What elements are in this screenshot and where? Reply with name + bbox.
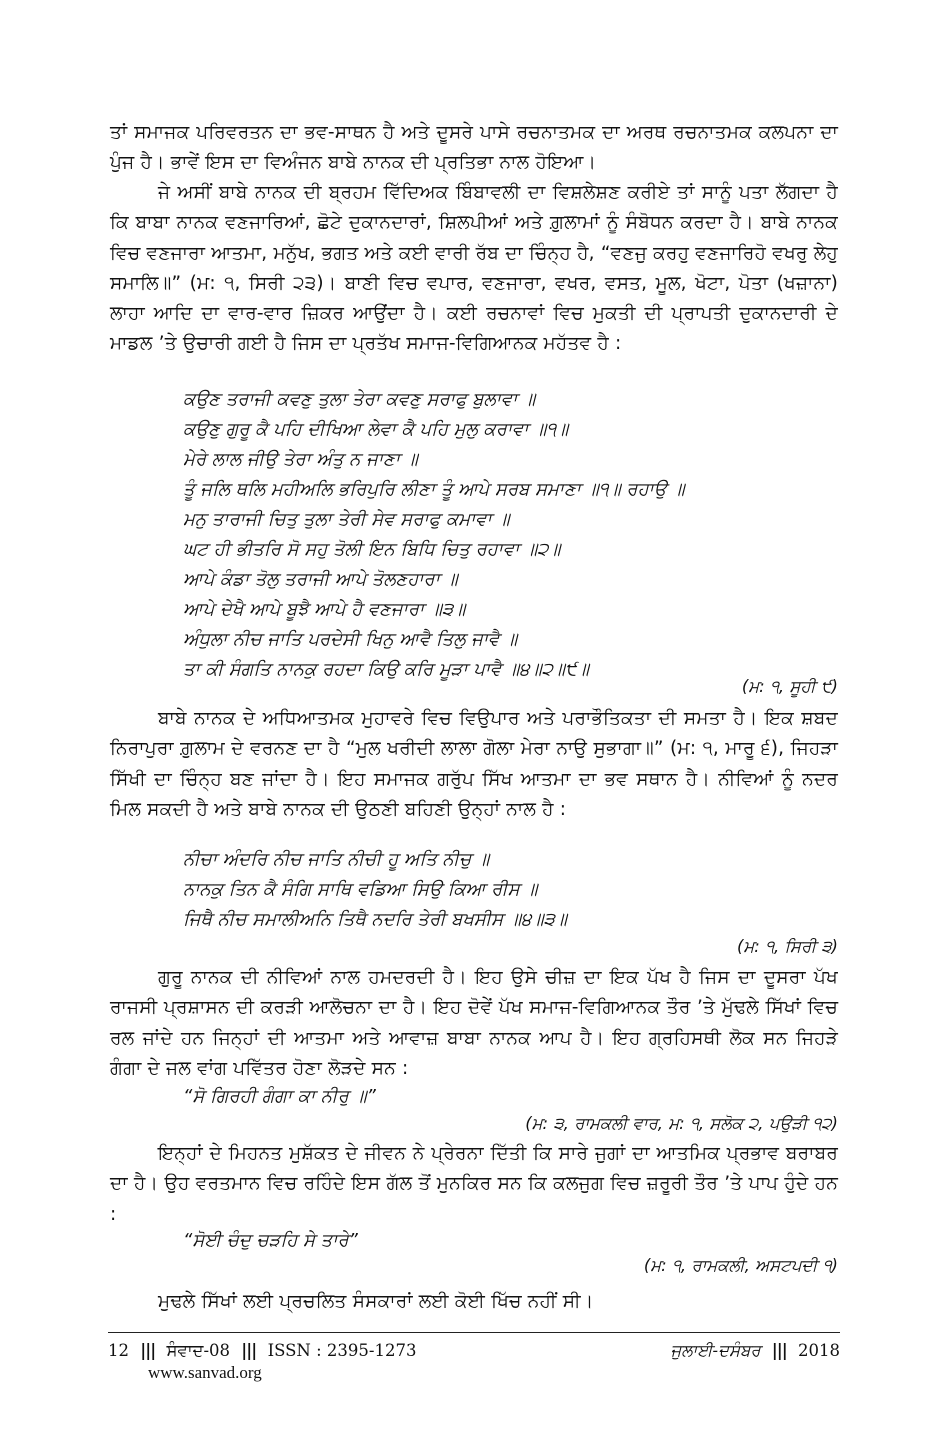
- verse-line: ਨੀਚਾ ਅੰਦਰਿ ਨੀਚ ਜਾਤਿ ਨੀਚੀ ਹੂ ਅਤਿ ਨੀਚੁ ॥: [183, 849, 490, 870]
- quote-3: [183, 1082, 823, 1112]
- page-number: 12: [108, 1341, 129, 1360]
- verse-block-1: [183, 385, 823, 685]
- footer-left: [108, 1341, 416, 1361]
- separator-icon: |||: [241, 1341, 257, 1360]
- issn-label: ISSN : 2395-1273: [267, 1341, 417, 1360]
- verse-line: ਅੰਧੁਲਾ ਨੀਚ ਜਾਤਿ ਪਰਦੇਸੀ ਖਿਨੁ ਆਵੈ ਤਿਲੁ ਜਾਵੈ ॥: [183, 629, 518, 650]
- period-label: ਜੁਲਾਈ-ਦਸੰਬਰ: [670, 1341, 761, 1360]
- verse-line: ਘਟ ਹੀ ਭੀਤਰਿ ਸੋ ਸਹੁ ਤੋਲੀ ਇਨ ਬਿਧਿ ਚਿਤੁ ਰਹਾਵਾ ॥੨॥: [183, 539, 561, 560]
- verse-line: ਆਪੇ ਕੰਡਾ ਤੋਲੁ ਤਰਾਜੀ ਆਪੇ ਤੋਲਣਹਾਰਾ ॥: [183, 569, 458, 590]
- verse-line: ਆਪੇ ਦੇਖੈ ਆਪੇ ਬੂਝੈ ਆਪੇ ਹੈ ਵਣਜਾਰਾ ॥੩॥: [183, 599, 466, 620]
- paragraph-4: ਗੁਰੂ ਨਾਨਕ ਦੀ ਨੀਵਿਆਂ ਨਾਲ ਹਮਦਰਦੀ ਹੈ। ਇਹ ਉਸੇ ਚੀਜ਼ ਦਾ ਇਕ ਪੱਖ ਹੈ ਜਿਸ ਦਾ ਦੂਸਰਾ ਪੱਖ ਰਾਜਸੀ ਪ੍ਰਸ਼ਾਸਨ ਦੀ ਕਰੜੀ ਆਲੋਚਨਾ ਦਾ ਹੈ। ਇਹ ਦੋਵੇਂ ਪੱਖ ਸਮਾਜ-ਵਿਗਿਆਨਕ ਤੌਰ ’ਤੇ ਮੁੱਢਲੇ ਸਿੱਖਾਂ ਵਿਚ ਰਲ ਜਾਂਦੇ ਹਨ ਜਿਨ੍ਹਾਂ ਦੀ ਆਤਮਾ ਅਤੇ ਆਵਾਜ਼ ਬਾਬਾ ਨਾਨਕ ਆਪ ਹੈ। ਇਹ ਗ੍ਰਹਿਸਥੀ ਲੋਕ ਸਨ ਜਿਹੜੇ ਗੰਗਾ ਦੇ ਜਲ ਵਾਂਗ ਪਵਿੱਤਰ ਹੋਣਾ ਲੋੜਦੇ ਸਨ :: [110, 967, 838, 1079]
- issue-label: ਸੰਵਾਦ-08: [166, 1341, 231, 1360]
- citation-4: (ਮ: ੧, ਰਾਮਕਲੀ, ਅਸਟਪਦੀ ੧): [643, 1256, 838, 1275]
- citation-1: (ਮ: ੧, ਸੂਹੀ ੯): [741, 677, 838, 696]
- citation-3: (ਮ: ੩, ਰਾਮਕਲੀ ਵਾਰ, ਮ: ੧, ਸਲੋਕ ੨, ਪਉੜੀ ੧੨): [525, 1114, 838, 1133]
- verse-line: ਤਾ ਕੀ ਸੰਗਤਿ ਨਾਨਕੁ ਰਹਦਾ ਕਿਉ ਕਰਿ ਮੂੜਾ ਪਾਵੈ ॥੪॥੨॥੯॥: [183, 659, 589, 680]
- separator-icon: |||: [771, 1341, 787, 1360]
- verse-line: ਜਿਥੈ ਨੀਚ ਸਮਾਲੀਅਨਿ ਤਿਥੈ ਨਦਰਿ ਤੇਰੀ ਬਖਸੀਸ ॥੪॥੩॥: [183, 909, 567, 930]
- footer-divider: [108, 1332, 840, 1333]
- verse-line: ਕਉਣੁ ਗੁਰੂ ਕੈ ਪਹਿ ਦੀਖਿਆ ਲੇਵਾ ਕੈ ਪਹਿ ਮੁਲੁ ਕਰਾਵਾ ॥੧॥: [183, 419, 569, 440]
- verse-line: ਮਨੁ ਤਾਰਾਜੀ ਚਿਤੁ ਤੁਲਾ ਤੇਰੀ ਸੇਵ ਸਰਾਫੁ ਕਮਾਵਾ ॥: [183, 509, 510, 530]
- year-label: 2018: [798, 1341, 840, 1360]
- verse-block-2: [183, 845, 823, 935]
- citation-2: (ਮ: ੧, ਸਿਰੀ ੩): [737, 937, 838, 956]
- footer-right: [671, 1341, 841, 1361]
- paragraph-5: ਇਨ੍ਹਾਂ ਦੇ ਮਿਹਨਤ ਮੁਸ਼ੱਕਤ ਦੇ ਜੀਵਨ ਨੇ ਪ੍ਰੇਰਨਾ ਦਿੱਤੀ ਕਿ ਸਾਰੇ ਜੁਗਾਂ ਦਾ ਆਤਮਿਕ ਪ੍ਰਭਾਵ ਬਰਾਬਰ ਦਾ ਹੈ। ਉਹ ਵਰਤਮਾਨ ਵਿਚ ਰਹਿੰਦੇ ਇਸ ਗੱਲ ਤੋਂ ਮੁਨਕਿਰ ਸਨ ਕਿ ਕਲਜੁਗ ਵਿਚ ਜ਼ਰੂਰੀ ਤੌਰ ’ਤੇ ਪਾਪ ਹੁੰਦੇ ਹਨ :: [110, 1143, 838, 1225]
- website-link[interactable]: www.sanvad.org: [148, 1363, 262, 1382]
- verse-line: ਕਉਣ ਤਰਾਜੀ ਕਵਣੁ ਤੁਲਾ ਤੇਰਾ ਕਵਣੁ ਸਰਾਫੁ ਬੁਲਾਵਾ ॥: [183, 389, 536, 410]
- quote-4: [183, 1226, 823, 1256]
- paragraph-6: ਮੁਢਲੇ ਸਿੱਖਾਂ ਲਈ ਪ੍ਰਚਲਿਤ ਸੰਸਕਾਰਾਂ ਲਈ ਕੋਈ ਖਿੱਚ ਨਹੀਂ ਸੀ।: [158, 1291, 594, 1312]
- verse-line: ਮੇਰੇ ਲਾਲ ਜੀਉ ਤੇਰਾ ਅੰਤੁ ਨ ਜਾਣਾ ॥: [183, 449, 418, 470]
- paragraph-1: ਤਾਂ ਸਮਾਜਕ ਪਰਿਵਰਤਨ ਦਾ ਭਵ-ਸਾਥਨ ਹੈ ਅਤੇ ਦੂਸਰੇ ਪਾਸੇ ਰਚਨਾਤਮਕ ਦਾ ਅਰਥ ਰਚਨਾਤਮਕ ਕਲਪਨਾ ਦਾ ਪੁੰਜ ਹੈ। ਭਾਵੇਂ ਇਸ ਦਾ ਵਿਅੰਜਨ ਬਾਬੇ ਨਾਨਕ ਦੀ ਪ੍ਰਤਿਭਾ ਨਾਲ ਹੋਇਆ।: [110, 122, 838, 174]
- quote-line: “ਸੋ ਗਿਰਹੀ ਗੰਗਾ ਕਾ ਨੀਰੁ ॥”: [183, 1086, 376, 1107]
- verse-line: ਨਾਨਕੁ ਤਿਨ ਕੈ ਸੰਗਿ ਸਾਥਿ ਵਡਿਆ ਸਿਉ ਕਿਆ ਰੀਸ ॥: [183, 879, 538, 900]
- separator-icon: |||: [140, 1341, 156, 1360]
- quote-line: “ਸੋਈ ਚੰਦੁ ਚੜਹਿ ਸੇ ਤਾਰੇ”: [183, 1230, 358, 1251]
- verse-line: ਤੂੰ ਜਲਿ ਥਲਿ ਮਹੀਅਲਿ ਭਰਿਪੁਰਿ ਲੀਣਾ ਤੂੰ ਆਪੇ ਸਰਬ ਸਮਾਣਾ ॥੧॥ ਰਹਾਉ ॥: [183, 479, 685, 500]
- paragraph-2: ਜੇ ਅਸੀਂ ਬਾਬੇ ਨਾਨਕ ਦੀ ਬ੍ਰਹਮ ਵਿੱਦਿਅਕ ਬਿੰਬਾਵਲੀ ਦਾ ਵਿਸ਼ਲੇਸ਼ਣ ਕਰੀਏ ਤਾਂ ਸਾਨੂੰ ਪਤਾ ਲੱਗਦਾ ਹੈ ਕਿ ਬਾਬਾ ਨਾਨਕ ਵਣਜਾਰਿਆਂ, ਛੋਟੇ ਦੁਕਾਨਦਾਰਾਂ, ਸ਼ਿਲਪੀਆਂ ਅਤੇ ਗ਼ੁਲਾਮਾਂ ਨੂੰ ਸੰਬੋਧਨ ਕਰਦਾ ਹੈ। ਬਾਬੇ ਨਾਨਕ ਵਿਚ ਵਣਜਾਰਾ ਆਤਮਾ, ਮਨੁੱਖ, ਭਗਤ ਅਤੇ ਕਈ ਵਾਰੀ ਰੱਬ ਦਾ ਚਿੰਨ੍ਹ ਹੈ, “ਵਣਜੁ ਕਰਹੁ ਵਣਜਾਰਿਹੋ ਵਖਰੁ ਲੇਹੁ ਸਮਾਲਿ॥” (ਮ: ੧, ਸਿਰੀ ੨੩)। ਬਾਣੀ ਵਿਚ ਵਪਾਰ, ਵਣਜਾਰਾ, ਵਖਰ, ਵਸਤ, ਮੂਲ, ਖੋਟਾ, ਪੋਤਾ (ਖਜ਼ਾਨਾ) ਲਾਹਾ ਆਦਿ ਦਾ ਵਾਰ-ਵਾਰ ਜ਼ਿਕਰ ਆਉਂਦਾ ਹੈ। ਕਈ ਰਚਨਾਵਾਂ ਵਿਚ ਮੁਕਤੀ ਦੀ ਪ੍ਰਾਪਤੀ ਦੁਕਾਨਦਾਰੀ ਦੇ ਮਾਡਲ ’ਤੇ ਉਚਾਰੀ ਗਈ ਹੈ ਜਿਸ ਦਾ ਪ੍ਰਤੱਖ ਸਮਾਜ-ਵਿਗਿਆਨਕ ਮਹੱਤਵ ਹੈ :: [110, 182, 838, 355]
- paragraph-3: ਬਾਬੇ ਨਾਨਕ ਦੇ ਅਧਿਆਤਮਕ ਮੁਹਾਵਰੇ ਵਿਚ ਵਿਉਪਾਰ ਅਤੇ ਪਰਾਭੌਤਿਕਤਾ ਦੀ ਸਮਤਾ ਹੈ। ਇਕ ਸ਼ਬਦ ਨਿਰਾਪੁਰਾ ਗ਼ੁਲਾਮ ਦੇ ਵਰਨਣ ਦਾ ਹੈ “ਮੁਲ ਖਰੀਦੀ ਲਾਲਾ ਗੋਲਾ ਮੇਰਾ ਨਾਉ ਸੁਭਾਗਾ॥” (ਮ: ੧, ਮਾਰੂ ੬), ਜਿਹੜਾ ਸਿੱਖੀ ਦਾ ਚਿੰਨ੍ਹ ਬਣ ਜਾਂਦਾ ਹੈ। ਇਹ ਸਮਾਜਕ ਗਰੁੱਪ ਸਿੱਖ ਆਤਮਾ ਦਾ ਭਵ ਸਥਾਨ ਹੈ। ਨੀਵਿਆਂ ਨੂੰ ਨਦਰ ਮਿਲ ਸਕਦੀ ਹੈ ਅਤੇ ਬਾਬੇ ਨਾਨਕ ਦੀ ਉਠਣੀ ਬਹਿਣੀ ਉਨ੍ਹਾਂ ਨਾਲ ਹੈ :: [110, 708, 838, 820]
